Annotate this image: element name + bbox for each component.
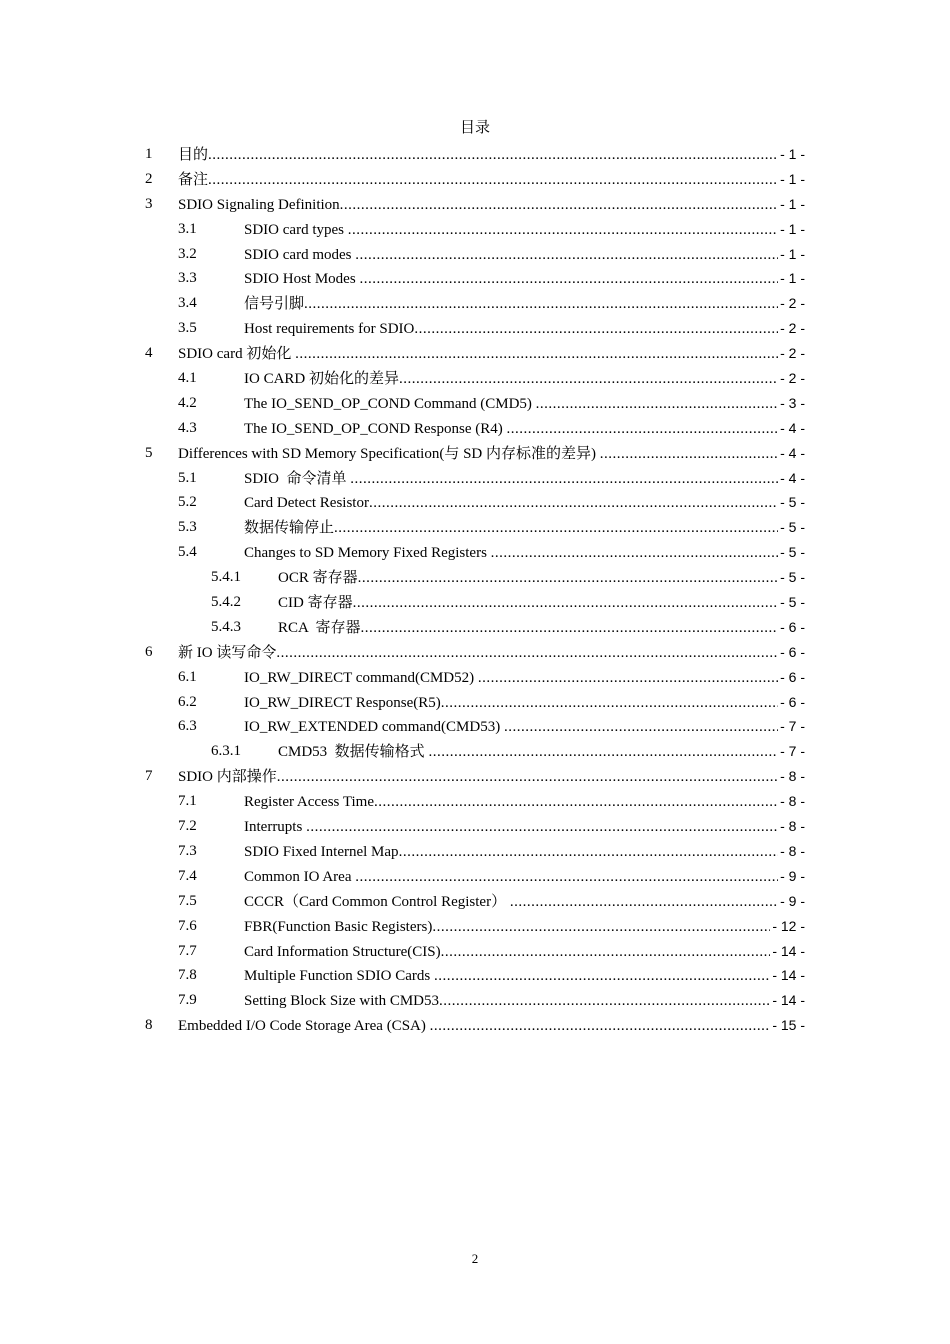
toc-entry[interactable] <box>0 266 950 291</box>
toc-entry-title: SDIO 内部操作 <box>178 769 277 786</box>
toc-entry-page: - 14 - <box>772 967 805 984</box>
toc-entry-page: - 1 - <box>780 270 805 287</box>
toc-entry[interactable] <box>0 490 950 515</box>
toc-entry-body <box>178 167 805 193</box>
toc-entry-body <box>244 416 805 442</box>
toc-entry-body <box>244 839 805 865</box>
toc-entry-page: - 3 - <box>780 394 805 411</box>
toc-dot-leader <box>350 467 778 492</box>
toc-entry-page: - 1 - <box>780 245 805 262</box>
toc-entry-page: - 5 - <box>780 594 805 611</box>
toc-dot-leader <box>491 541 778 566</box>
toc-entry[interactable] <box>0 341 950 366</box>
toc-entry-page: - 1 - <box>780 220 805 237</box>
toc-entry-number: 6.1 <box>178 668 197 685</box>
toc-entry-title: CMD53 数据传输格式 <box>278 744 429 761</box>
toc-entry-title: IO_RW_DIRECT Response(R5) <box>244 694 441 711</box>
toc-entry-page: - 5 - <box>780 519 805 536</box>
toc-entry-number: 8 <box>145 1017 153 1034</box>
toc-entry-title: 信号引脚 <box>244 296 305 313</box>
toc-entry-number: 2 <box>145 170 153 187</box>
toc-entry-body <box>244 988 805 1014</box>
toc-dot-leader <box>510 890 778 915</box>
toc-entry-body <box>244 864 805 890</box>
toc-dot-leader <box>430 1014 771 1039</box>
toc-entry-page: - 1 - <box>780 170 805 187</box>
toc-dot-leader <box>277 765 778 790</box>
toc-entry-body <box>178 764 805 790</box>
toc-dot-leader <box>439 989 770 1014</box>
toc-entry-title: IO_RW_EXTENDED command(CMD53) <box>244 719 504 736</box>
toc-entry-page: - 6 - <box>780 693 805 710</box>
toc-entry-page: - 8 - <box>780 768 805 785</box>
toc-entry-body <box>278 590 805 616</box>
toc-entry[interactable] <box>0 665 950 690</box>
toc-entry-number: 5.4.3 <box>211 618 241 635</box>
toc-dot-leader <box>434 964 770 989</box>
toc-entry-number: 7.4 <box>178 867 197 884</box>
toc-entry-title: Differences with SD Memory Specification(与 SD 内存标准的差异) <box>178 445 600 462</box>
toc-entry-page: - 7 - <box>780 743 805 760</box>
toc-entry[interactable] <box>0 167 950 192</box>
toc-entry-page: - 9 - <box>780 867 805 884</box>
toc-dot-leader <box>441 940 771 965</box>
toc-entry[interactable] <box>0 242 950 267</box>
toc-entry-body <box>178 1013 805 1039</box>
toc-entry-page: - 1 - <box>780 146 805 162</box>
toc-entry[interactable] <box>0 714 950 739</box>
toc-entry-title: Changes to SD Memory Fixed Registers <box>244 545 491 562</box>
toc-dot-leader <box>353 591 779 616</box>
toc-entry[interactable] <box>0 590 950 615</box>
toc-entry-number: 7.8 <box>178 967 197 984</box>
toc-entry-page: - 5 - <box>780 544 805 561</box>
toc-entry-number: 5.4.2 <box>211 594 241 611</box>
toc-entry-body <box>244 665 805 691</box>
toc-entry[interactable] <box>0 316 950 341</box>
toc-entry-title: The IO_SEND_OP_COND Response (R4) <box>244 420 507 437</box>
toc-entry-body <box>244 391 805 417</box>
toc-entry[interactable] <box>0 640 950 665</box>
toc-entry-body <box>278 739 805 765</box>
toc-entry-body <box>244 914 805 940</box>
toc-entry-title: Card Detect Resistor <box>244 495 369 512</box>
toc-entry-body <box>178 192 805 218</box>
toc-entry-number: 4 <box>145 345 153 362</box>
toc-entry-number: 1 <box>145 146 153 162</box>
toc-entry[interactable] <box>0 615 950 640</box>
toc-entry-number: 6.2 <box>178 693 197 710</box>
toc-entry-number: 4.2 <box>178 394 197 411</box>
toc-entry-page: - 15 - <box>772 1017 805 1034</box>
toc-entry[interactable] <box>0 142 950 167</box>
toc-entry-number: 5.2 <box>178 494 197 511</box>
toc-entry[interactable] <box>0 939 950 964</box>
toc-entry-page: - 5 - <box>780 569 805 586</box>
toc-entry[interactable] <box>0 565 950 590</box>
toc-entry[interactable] <box>0 764 950 789</box>
toc-entry-body <box>244 540 805 566</box>
toc-entry-title: Common IO Area <box>244 868 356 885</box>
toc-entry[interactable] <box>0 540 950 565</box>
toc-dot-leader <box>358 566 779 591</box>
toc-entry-number: 7.1 <box>178 793 197 810</box>
toc-dot-leader <box>306 815 778 840</box>
toc-dot-leader <box>208 168 778 193</box>
toc-entry-number: 5.1 <box>178 469 197 486</box>
toc-entry-title: 备注 <box>178 171 209 188</box>
toc-entry[interactable] <box>0 192 950 217</box>
toc-entry-title: SDIO 命令清单 <box>244 470 351 487</box>
toc-entry-number: 3.4 <box>178 295 197 312</box>
toc-entry-title: IO_RW_DIRECT command(CMD52) <box>244 669 478 686</box>
toc-entry-page: - 2 - <box>780 370 805 387</box>
toc-entry[interactable] <box>0 839 950 864</box>
toc-entry-body <box>278 565 805 591</box>
toc-entry-number: 5 <box>145 444 153 461</box>
toc-entry-body <box>244 814 805 840</box>
toc-entry-title: SDIO Host Modes <box>244 271 360 288</box>
toc-entry[interactable] <box>0 963 950 988</box>
toc-entry-number: 7.9 <box>178 992 197 1009</box>
toc-entry-page: - 5 - <box>780 494 805 511</box>
toc-entry[interactable] <box>0 441 950 466</box>
toc-entry-title: 数据传输停止 <box>244 520 335 537</box>
toc-entry-page: - 4 - <box>780 419 805 436</box>
toc-entry[interactable] <box>0 1013 950 1038</box>
toc-dot-leader <box>295 342 778 367</box>
toc-entry-body <box>244 789 805 815</box>
toc-entry-title: Register Access Time <box>244 794 374 811</box>
toc-entry-body <box>178 640 805 666</box>
toc-entry-title: The IO_SEND_OP_COND Command (CMD5) <box>244 395 536 412</box>
toc-entry-page: - 8 - <box>780 842 805 859</box>
toc-entry[interactable] <box>0 366 950 391</box>
toc-dot-leader <box>536 392 778 417</box>
toc-entry-page: - 8 - <box>780 793 805 810</box>
toc-entry-body <box>244 714 805 740</box>
toc-entry-title: RCA 寄存器 <box>278 619 361 636</box>
toc-entry-title: Interrupts <box>244 819 307 836</box>
toc-title: 目录 <box>459 120 490 136</box>
toc-entry-body <box>244 291 805 317</box>
toc-entry-body <box>178 341 805 367</box>
toc-entry-number: 7.2 <box>178 818 197 835</box>
toc-dot-leader <box>340 193 778 218</box>
toc-dot-leader <box>304 292 778 317</box>
toc-entry[interactable] <box>0 988 950 1013</box>
toc-entry-title: Multiple Function SDIO Cards <box>244 968 434 985</box>
toc-entry-number: 7.7 <box>178 942 197 959</box>
toc-dot-leader <box>355 243 778 268</box>
toc-entry-body <box>244 889 805 915</box>
toc-entry[interactable] <box>0 889 950 914</box>
toc-entry-number: 7.3 <box>178 842 197 859</box>
toc-dot-leader <box>369 491 778 516</box>
toc-entry[interactable] <box>0 466 950 491</box>
toc-entry-page: - 12 - <box>772 917 805 934</box>
toc-entry-title: Card Information Structure(CIS) <box>244 943 441 960</box>
toc-dot-leader <box>478 666 778 691</box>
toc-dot-leader <box>399 840 779 865</box>
toc-entry-number: 3.5 <box>178 320 197 337</box>
toc-dot-leader <box>276 641 778 666</box>
toc-entry-body <box>244 515 805 541</box>
toc-entry-body <box>244 466 805 492</box>
toc-entry-page: - 4 - <box>780 469 805 486</box>
toc-entry-number: 3 <box>145 195 153 212</box>
toc-dot-leader <box>507 417 779 442</box>
toc-dot-leader <box>334 516 778 541</box>
toc-entry-title: SDIO Fixed Internel Map <box>244 843 399 860</box>
toc-entry-page: - 2 - <box>780 320 805 337</box>
toc-entry-body <box>244 939 805 965</box>
toc-entry-number: 7 <box>145 768 153 785</box>
toc-entry-page: - 9 - <box>780 892 805 909</box>
toc-entry[interactable] <box>0 217 950 242</box>
toc-entry-body <box>178 441 805 467</box>
toc-dot-leader <box>600 442 778 467</box>
toc-entry-number: 4.3 <box>178 419 197 436</box>
toc-entry[interactable] <box>0 391 950 416</box>
toc-entry-page: - 6 - <box>780 668 805 685</box>
toc-entry-number: 7.6 <box>178 917 197 934</box>
toc-dot-leader <box>504 715 778 740</box>
toc-entry-body <box>178 142 805 168</box>
toc-entry-title: CID 寄存器 <box>278 595 353 612</box>
toc-entry[interactable] <box>0 416 950 441</box>
toc-entry[interactable] <box>0 814 950 839</box>
toc-entry[interactable] <box>0 690 950 715</box>
toc-entry-title: SDIO card types <box>244 221 348 238</box>
toc-dot-leader <box>208 143 778 168</box>
toc-entry-title: Setting Block Size with CMD53 <box>244 993 439 1010</box>
toc-dot-leader <box>361 616 779 641</box>
toc-entry-body <box>244 316 805 342</box>
toc-dot-leader <box>428 740 778 765</box>
toc-entry[interactable] <box>0 739 950 764</box>
toc-entry-number: 7.5 <box>178 892 197 909</box>
toc-dot-leader <box>348 218 778 243</box>
toc-entry-body <box>244 490 805 516</box>
toc-entry-page: - 1 - <box>780 195 805 212</box>
toc-entry-body <box>244 366 805 392</box>
toc-entry-title: SDIO card modes <box>244 246 356 263</box>
toc-entry-title: Embedded I/O Code Storage Area (CSA) <box>178 1018 430 1035</box>
toc-entry[interactable] <box>0 789 950 814</box>
toc-entry-page: - 6 - <box>780 643 805 660</box>
toc-entry[interactable] <box>0 291 950 316</box>
toc-entry-page: - 6 - <box>780 618 805 635</box>
toc-dot-leader <box>414 317 778 342</box>
toc-entry-title: Host requirements for SDIO <box>244 321 415 338</box>
toc-entry[interactable] <box>0 864 950 889</box>
toc-entry[interactable] <box>0 914 950 939</box>
toc-entry-number: 5.3 <box>178 519 197 536</box>
toc-entry-number: 5.4 <box>178 544 197 561</box>
toc-entry-body <box>244 963 805 989</box>
toc-entry-page: - 2 - <box>780 295 805 312</box>
toc-dot-leader <box>441 691 778 716</box>
toc-entry[interactable] <box>0 515 950 540</box>
toc-entry-number: 3.1 <box>178 220 197 237</box>
toc-dot-leader <box>432 915 770 940</box>
toc-entry-body <box>244 690 805 716</box>
toc-entry-title: SDIO card 初始化 <box>178 346 296 363</box>
toc-entry-page: - 8 - <box>780 818 805 835</box>
toc-entry-page: - 2 - <box>780 345 805 362</box>
toc-entry-body <box>278 615 805 641</box>
toc-dot-leader <box>355 865 778 890</box>
toc-entry-number: 6.3 <box>178 718 197 735</box>
table-of-contents <box>0 142 950 1038</box>
toc-entry-page: - 14 - <box>772 992 805 1009</box>
toc-entry-title: FBR(Function Basic Registers) <box>244 918 433 935</box>
toc-entry-number: 6 <box>145 643 153 660</box>
toc-entry-title: IO CARD 初始化的差异 <box>244 371 400 388</box>
toc-entry-body <box>244 217 805 243</box>
toc-entry-page: - 4 - <box>780 444 805 461</box>
toc-entry-body <box>244 266 805 292</box>
toc-entry-number: 6.3.1 <box>211 743 241 760</box>
toc-entry-body <box>244 242 805 268</box>
toc-entry-title: SDIO Signaling Definition <box>178 196 340 213</box>
toc-entry-page: - 14 - <box>772 942 805 959</box>
toc-entry-title: OCR 寄存器 <box>278 570 358 587</box>
toc-entry-title: 目的 <box>178 147 209 163</box>
page-number: 2 <box>471 1251 479 1266</box>
toc-entry-number: 5.4.1 <box>211 569 241 586</box>
toc-entry-title: 新 IO 读写命令 <box>178 644 277 661</box>
toc-entry-page: - 7 - <box>780 718 805 735</box>
toc-entry-number: 3.2 <box>178 245 197 262</box>
toc-dot-leader <box>359 267 778 292</box>
toc-entry-number: 3.3 <box>178 270 197 287</box>
toc-entry-number: 4.1 <box>178 370 197 387</box>
toc-dot-leader <box>374 790 778 815</box>
toc-dot-leader <box>399 367 778 392</box>
toc-entry-title: CCCR（Card Common Control Register） <box>244 893 510 910</box>
